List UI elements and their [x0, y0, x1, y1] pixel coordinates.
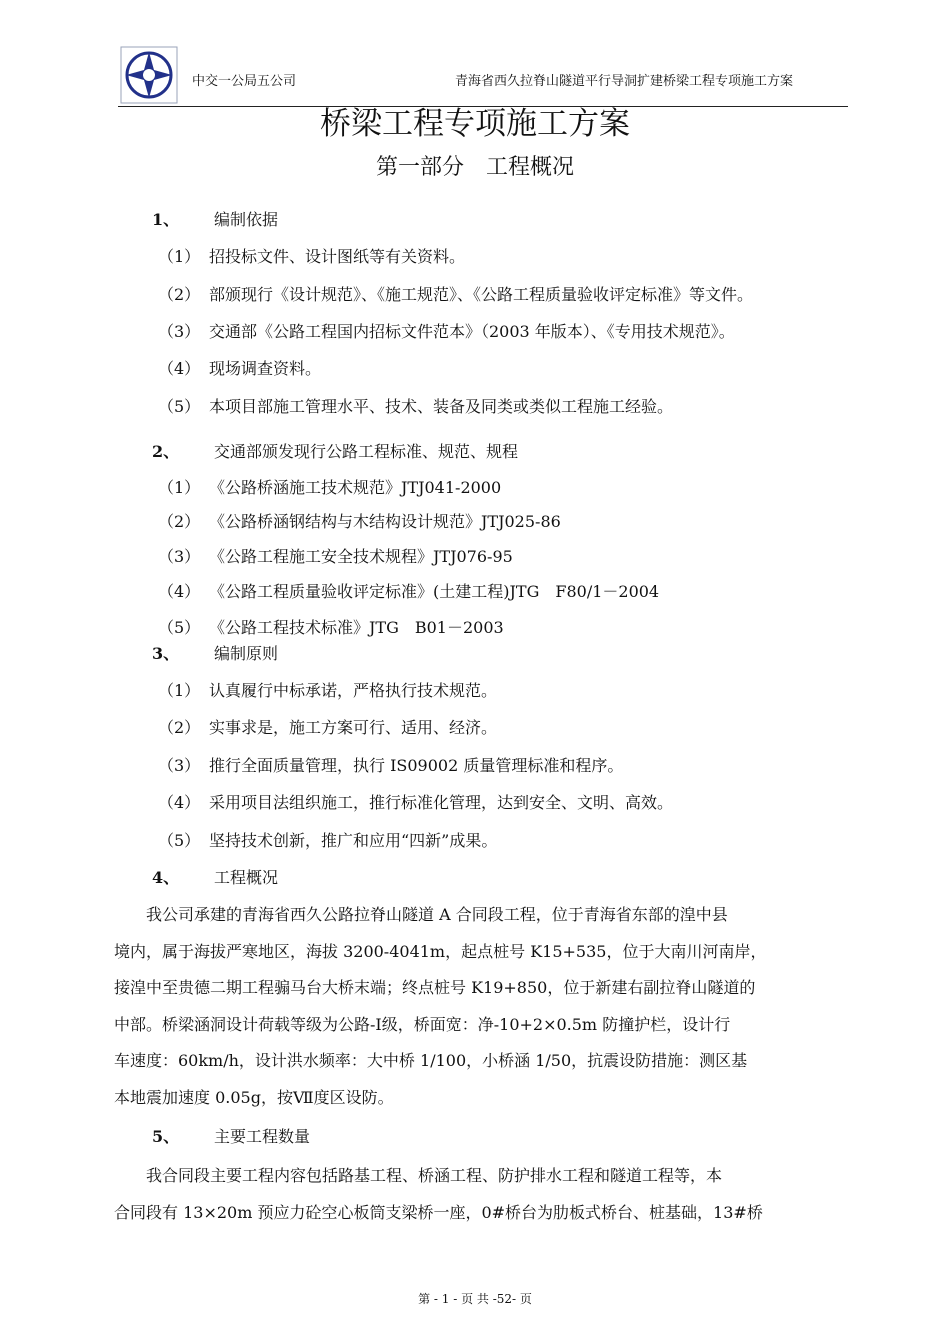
- item-number: （2）: [158, 718, 201, 737]
- list-item: [158, 395, 673, 419]
- section-number: 2、: [152, 442, 180, 461]
- item-text: 认真履行中标承诺，严格执行技术规范。: [209, 681, 498, 700]
- header-company: 中交一公局五公司: [192, 74, 297, 89]
- list-item: [158, 510, 561, 534]
- list-item: [158, 679, 497, 703]
- item-number: （4）: [158, 582, 201, 601]
- quantity-paragraph: [114, 1158, 849, 1231]
- list-item: [158, 357, 321, 381]
- paragraph-line: 我合同段主要工程内容包括路基工程、桥涵工程、防护排水工程和隧道工程等，本: [114, 1166, 723, 1185]
- item-number: （5）: [158, 618, 201, 637]
- section-title: 第一部分 工程概况: [375, 155, 574, 180]
- item-text: 《公路桥涵施工技术规范》JTJ041-2000: [209, 478, 502, 497]
- header-project-title: 青海省西久拉脊山隧道平行导洞扩建桥梁工程专项施工方案: [455, 74, 794, 89]
- section-number: 5、: [152, 1127, 180, 1146]
- list-item: [158, 545, 513, 569]
- section-number: 1、: [152, 210, 180, 229]
- item-text: 推行全面质量管理，执行 IS09002 质量管理标准和程序。: [209, 756, 624, 775]
- item-text: 《公路工程技术标准》JTG B01－2003: [209, 618, 504, 637]
- item-number: （2）: [158, 512, 201, 531]
- item-number: （2）: [158, 285, 201, 304]
- section-3-heading: [152, 642, 278, 666]
- item-number: （3）: [158, 756, 201, 775]
- item-text: 坚持技术创新，推广和应用“四新”成果。: [209, 831, 498, 850]
- item-number: （5）: [158, 397, 201, 416]
- list-item: [158, 754, 623, 778]
- item-number: （1）: [158, 478, 201, 497]
- list-item: [158, 320, 735, 344]
- page-footer: 第 - 1 - 页 共 -52- 页: [418, 1292, 532, 1306]
- list-item: [158, 616, 504, 640]
- list-item: [158, 580, 659, 604]
- section-heading-text: 交通部颁发现行公路工程标准、规范、规程: [214, 442, 519, 461]
- company-logo-icon: [120, 46, 178, 104]
- paragraph-line: 境内，属于海拔严寒地区，海拔 3200-4041m，起点桩号 K15+535，位于大南川河南岸，: [114, 941, 767, 961]
- paragraph-line: 接湟中至贵德二期工程骟马台大桥末端；终点桩号 K19+850，位于新建右副拉脊山隧道的: [114, 978, 756, 997]
- section-heading-text: 主要工程数量: [214, 1127, 311, 1146]
- section-5-heading: [152, 1125, 310, 1149]
- section-2-heading: [152, 440, 518, 464]
- paragraph-line: 车速度：60km/h，设计洪水频率：大中桥 1/100，小桥涵 1/50，抗震设防措施：测区基: [114, 1051, 748, 1070]
- list-item: [158, 791, 673, 815]
- item-number: （1）: [158, 247, 201, 266]
- section-4-heading: [152, 866, 278, 890]
- item-text: 本项目部施工管理水平、技术、装备及同类或类似工程施工经验。: [209, 397, 674, 416]
- section-1-heading: [152, 208, 278, 232]
- item-text: 招投标文件、设计图纸等有关资料。: [209, 247, 466, 266]
- item-number: （3）: [158, 547, 201, 566]
- section-heading-text: 编制依据: [214, 210, 279, 229]
- item-text: 实事求是，施工方案可行、适用、经济。: [209, 718, 498, 737]
- document-title: 桥梁工程专项施工方案: [320, 106, 630, 142]
- list-item: [158, 829, 497, 853]
- item-number: （3）: [158, 322, 201, 341]
- item-text: 交通部《公路工程国内招标文件范本》（2003 年版本）、《专用技术规范》。: [209, 322, 735, 341]
- overview-paragraph: [114, 897, 849, 1116]
- item-text: 《公路工程施工安全技术规程》JTJ076-95: [209, 547, 513, 566]
- list-item: [158, 476, 501, 500]
- paragraph-line: 本地震加速度 0.05g，按Ⅶ度区设防。: [114, 1087, 394, 1107]
- item-number: （4）: [158, 793, 201, 812]
- section-heading-text: 工程概况: [214, 868, 279, 887]
- item-text: 采用项目法组织施工，推行标准化管理，达到安全、文明、高效。: [209, 793, 674, 812]
- list-item: [158, 245, 465, 269]
- item-text: 部颁现行《设计规范》、《施工规范》、《公路工程质量验收评定标准》等文件。: [209, 285, 754, 304]
- list-item: [158, 716, 497, 740]
- item-number: （4）: [158, 359, 201, 378]
- item-text: 《公路桥涵钢结构与木结构设计规范》JTJ025-86: [209, 512, 561, 531]
- paragraph-line: 中部。桥梁涵洞设计荷载等级为公路-Ⅰ级，桥面宽：净-10+2×0.5m 防撞护栏，设计行: [114, 1014, 731, 1034]
- paragraph-line: 我公司承建的青海省西久公路拉脊山隧道 A 合同段工程，位于青海省东部的湟中县: [114, 905, 728, 924]
- item-text: 现场调查资料。: [209, 359, 322, 378]
- section-heading-text: 编制原则: [214, 644, 279, 663]
- item-number: （5）: [158, 831, 201, 850]
- section-number: 4、: [152, 868, 180, 887]
- item-number: （1）: [158, 681, 201, 700]
- paragraph-line: 合同段有 13×20m 预应力砼空心板筒支梁桥一座，0#桥台为肋板式桥台、桩基础，13#桥: [114, 1202, 763, 1222]
- list-item: [158, 283, 753, 307]
- item-text: 《公路工程质量验收评定标准》(土建工程)JTG F80/1－2004: [209, 582, 660, 601]
- section-number: 3、: [152, 644, 180, 663]
